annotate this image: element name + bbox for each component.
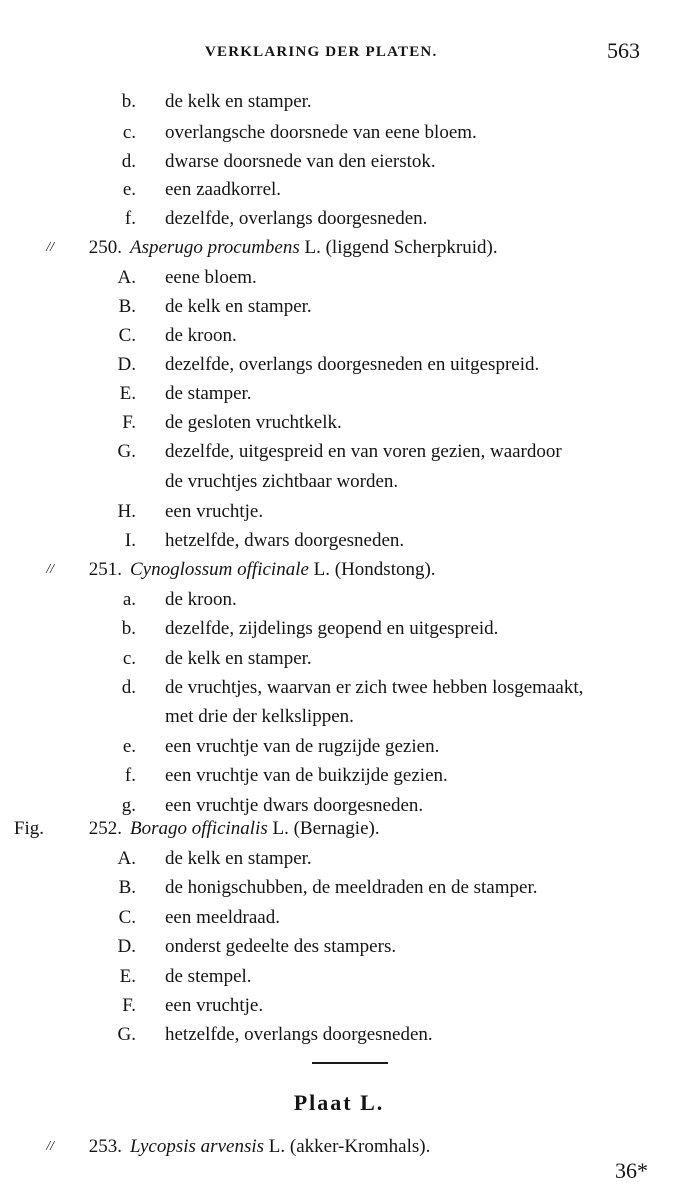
legend-number: a. — [122, 589, 136, 610]
legend-number: f. — [124, 765, 136, 786]
legend-description: de kroon. — [165, 589, 237, 610]
signature-mark: 36* — [615, 1158, 648, 1183]
legend-description: de honigschubben, de meeldraden en de stamper. — [165, 877, 538, 898]
legend-description: dezelfde, overlangs doorgesneden en uitgespreid. — [165, 354, 540, 375]
legend-description: eene bloem. — [165, 267, 257, 288]
legend-line-e — [0, 733, 678, 761]
legend-text — [165, 586, 237, 614]
legend-line-d — [0, 148, 678, 176]
legend-number: E. — [119, 966, 136, 987]
legend-description: een vruchtje van de rugzijde gezien. — [165, 736, 440, 757]
legend-text — [165, 762, 448, 790]
species-name: Asperugo procumbens — [130, 237, 300, 258]
legend-line-E — [0, 963, 678, 991]
legend-description: de kelk en stamper. — [165, 648, 312, 669]
legend-description: de vruchtjes zichtbaar worden. — [165, 471, 399, 492]
species-name: Borago officinalis — [130, 818, 268, 839]
legend-number: 251. — [88, 559, 122, 580]
legend-description: een vruchtje van de buikzijde gezien. — [165, 765, 448, 786]
common-name: L. (Hondstong). — [308, 559, 436, 580]
fig-label: Fig. — [13, 818, 44, 839]
legend-description: dezelfde, zijdelings geopend en uitgespreid. — [165, 618, 499, 639]
legend-description: de stamper. — [165, 383, 252, 404]
legend-number: D. — [117, 936, 136, 957]
legend-description: een vruchtje. — [165, 501, 264, 522]
legend-description: de vruchtjes, waarvan er zich twee hebben losgemaakt, — [165, 677, 584, 698]
legend-line-d — [0, 674, 678, 702]
common-name: L. (akker-Kromhals). — [264, 1136, 431, 1157]
legend-line-I — [0, 527, 678, 555]
legend-text — [165, 874, 538, 902]
legend-number: C. — [118, 907, 136, 928]
legend-number: b. — [121, 618, 136, 639]
legend-text — [165, 205, 427, 233]
legend-text — [165, 963, 252, 991]
legend-number: H. — [117, 501, 136, 522]
legend-description: de kelk en stamper. — [165, 848, 312, 869]
legend-number: f. — [124, 208, 136, 229]
legend-description: overlangsche doorsnede van eene bloem. — [165, 122, 477, 143]
legend-number: B. — [118, 877, 136, 898]
legend-text — [165, 438, 562, 466]
legend-line-252 — [0, 815, 678, 843]
legend-line-D — [0, 933, 678, 961]
species-name: Cynoglossum officinale — [130, 559, 309, 580]
legend-number: d. — [121, 151, 136, 172]
legend-text — [130, 234, 498, 262]
legend-number: C. — [118, 325, 136, 346]
legend-text — [165, 845, 312, 873]
common-name: L. (Bernagie). — [267, 818, 380, 839]
legend-line-a — [0, 586, 678, 614]
legend-number: A. — [117, 267, 136, 288]
legend-text — [165, 992, 263, 1020]
legend-number: g. — [121, 795, 136, 816]
legend-text — [165, 674, 583, 702]
legend-description: met drie der kelkslippen. — [165, 706, 354, 727]
section-divider — [312, 1062, 388, 1064]
legend-line-A — [0, 264, 678, 292]
legend-text — [165, 498, 263, 526]
legend-line-B — [0, 874, 678, 902]
legend-number: c. — [122, 122, 136, 143]
ditto-mark: // — [46, 240, 54, 255]
legend-description: een vruchtje. — [165, 995, 264, 1016]
legend-text — [130, 1133, 430, 1161]
running-title: VERKLARING DER PLATEN. — [205, 44, 438, 60]
legend-number: G. — [117, 1024, 136, 1045]
legend-text — [165, 176, 281, 204]
legend-text — [165, 148, 436, 176]
legend-line-D — [0, 351, 678, 379]
legend-line-E — [0, 380, 678, 408]
legend-number: I. — [124, 530, 136, 551]
legend-text — [165, 527, 404, 555]
legend-number: B. — [118, 296, 136, 317]
legend-line-b — [0, 615, 678, 643]
legend-text — [165, 409, 342, 437]
legend-number: G. — [117, 441, 136, 462]
page-number: 563 — [607, 38, 640, 63]
legend-description: de kroon. — [165, 325, 237, 346]
legend-line-G — [0, 438, 678, 466]
legend-number: 250. — [88, 237, 122, 258]
legend-number: F. — [122, 412, 136, 433]
legend-line-H — [0, 498, 678, 526]
legend-line-C — [0, 904, 678, 932]
legend-line-251 — [0, 556, 678, 584]
legend-description: de gesloten vruchtkelk. — [165, 412, 342, 433]
legend-number: A. — [117, 848, 136, 869]
legend-number: D. — [117, 354, 136, 375]
legend-text — [165, 615, 498, 643]
legend-number: 253. — [88, 1136, 122, 1157]
legend-line-253 — [0, 1133, 678, 1161]
ditto-mark: // — [46, 562, 54, 577]
legend-description: hetzelfde, dwars doorgesneden. — [165, 530, 405, 551]
legend-text — [165, 351, 539, 379]
legend-text — [165, 322, 237, 350]
legend-continuation-line — [0, 468, 678, 496]
legend-description: de kelk en stamper. — [165, 91, 312, 112]
legend-text — [165, 904, 280, 932]
legend-description: dezelfde, uitgespreid en van voren gezien, waardoor — [165, 441, 562, 462]
legend-text — [165, 88, 312, 116]
legend-text — [165, 703, 354, 731]
legend-line-c — [0, 119, 678, 147]
legend-description: de stempel. — [165, 966, 252, 987]
legend-text — [165, 264, 257, 292]
legend-line-c — [0, 645, 678, 673]
species-name: Lycopsis arvensis — [130, 1136, 265, 1157]
legend-text — [130, 815, 380, 843]
legend-text — [165, 733, 439, 761]
legend-line-250 — [0, 234, 678, 262]
legend-number: 252. — [88, 818, 122, 839]
legend-description: onderst gedeelte des stampers. — [165, 936, 397, 957]
legend-text — [165, 119, 477, 147]
legend-line-b — [0, 88, 678, 116]
legend-text — [165, 933, 396, 961]
legend-text — [165, 1021, 433, 1049]
legend-description: een zaadkorrel. — [165, 179, 282, 200]
legend-number: F. — [122, 995, 136, 1016]
legend-continuation-line — [0, 703, 678, 731]
common-name: L. (liggend Scherpkruid). — [299, 237, 498, 258]
legend-text — [165, 645, 312, 673]
legend-number: d. — [121, 677, 136, 698]
legend-line-C — [0, 322, 678, 350]
legend-text — [165, 293, 312, 321]
legend-line-B — [0, 293, 678, 321]
ditto-mark: // — [46, 1139, 54, 1154]
legend-line-F — [0, 992, 678, 1020]
legend-line-e — [0, 176, 678, 204]
legend-description: dwarse doorsnede van den eierstok. — [165, 151, 436, 172]
legend-description: een vruchtje dwars doorgesneden. — [165, 795, 424, 816]
legend-number: c. — [122, 648, 136, 669]
legend-description: dezelfde, overlangs doorgesneden. — [165, 208, 428, 229]
legend-number: b. — [121, 91, 136, 112]
legend-text — [165, 468, 398, 496]
plate-heading: Plaat L. — [293, 1090, 385, 1115]
legend-description: hetzelfde, overlangs doorgesneden. — [165, 1024, 433, 1045]
legend-number: e. — [122, 179, 136, 200]
legend-line-A — [0, 845, 678, 873]
legend-text — [130, 556, 436, 584]
page-header — [0, 38, 678, 68]
legend-text — [165, 380, 252, 408]
legend-line-f — [0, 205, 678, 233]
legend-number: e. — [122, 736, 136, 757]
legend-line-F — [0, 409, 678, 437]
legend-description: de kelk en stamper. — [165, 296, 312, 317]
legend-line-f — [0, 762, 678, 790]
legend-line-G — [0, 1021, 678, 1049]
legend-description: een meeldraad. — [165, 907, 280, 928]
legend-number: E. — [119, 383, 136, 404]
